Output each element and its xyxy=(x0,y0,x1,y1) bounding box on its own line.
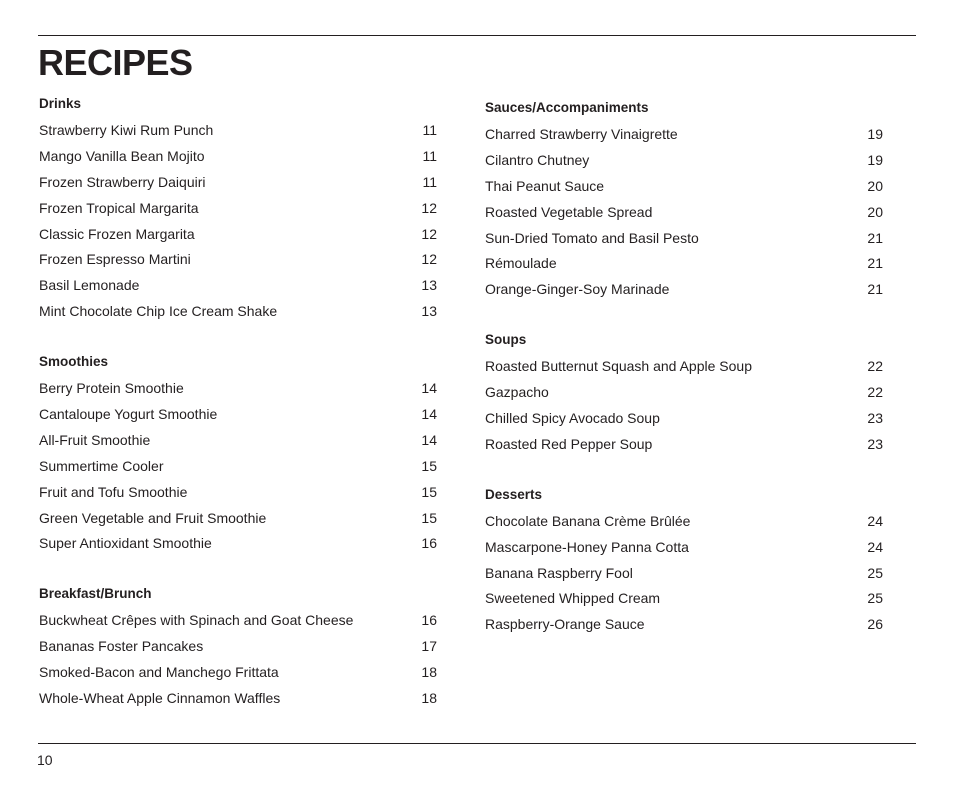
recipe-page: 14 xyxy=(421,406,437,423)
section-sauces-accompaniments xyxy=(485,98,883,304)
recipe-name: Roasted Red Pepper Soup xyxy=(485,435,653,452)
recipe-page: 23 xyxy=(867,410,883,427)
recipe-name: Chocolate Banana Crème Brûlée xyxy=(485,512,691,529)
section-breakfast-brunch xyxy=(39,584,437,713)
recipe-entry[interactable] xyxy=(485,355,883,381)
recipe-page: 11 xyxy=(422,173,437,190)
recipe-name: Basil Lemonade xyxy=(39,277,140,294)
recipe-entry[interactable] xyxy=(485,149,883,175)
recipe-name: Sun-Dried Tomato and Basil Pesto xyxy=(485,229,699,246)
recipe-page: 25 xyxy=(867,590,883,607)
section-heading: Desserts xyxy=(485,486,543,502)
recipe-entry[interactable] xyxy=(485,381,883,407)
recipe-page: 24 xyxy=(867,538,883,555)
recipe-entry[interactable] xyxy=(39,197,437,223)
recipe-entry[interactable] xyxy=(39,223,437,249)
left-column xyxy=(39,94,437,739)
recipe-name: Frozen Tropical Margarita xyxy=(39,199,199,216)
recipe-entry[interactable] xyxy=(39,377,437,403)
recipe-name: Gazpacho xyxy=(485,384,549,401)
recipe-page: 13 xyxy=(421,303,437,320)
recipe-entry[interactable] xyxy=(39,119,437,145)
recipe-entry[interactable] xyxy=(485,407,883,433)
recipe-page: 16 xyxy=(421,535,437,552)
recipe-name: Charred Strawberry Vinaigrette xyxy=(485,126,678,142)
recipe-name: Summertime Cooler xyxy=(39,457,164,474)
page-number: 10 xyxy=(37,752,53,768)
recipe-name: Berry Protein Smoothie xyxy=(39,380,184,397)
recipe-page: 14 xyxy=(421,380,437,397)
recipe-name: Sweetened Whipped Cream xyxy=(485,590,661,607)
recipe-entry[interactable] xyxy=(39,274,437,300)
recipe-page: 18 xyxy=(421,664,437,681)
recipe-entry[interactable] xyxy=(485,201,883,227)
recipe-entry[interactable] xyxy=(485,227,883,253)
section-heading: Smoothies xyxy=(39,354,109,370)
right-column xyxy=(485,98,883,665)
recipe-entry[interactable] xyxy=(39,171,437,197)
bottom-rule xyxy=(38,743,916,744)
recipe-page: 15 xyxy=(421,483,437,500)
section-heading: Soups xyxy=(485,332,527,348)
recipe-entry[interactable] xyxy=(39,687,437,713)
recipe-entry[interactable] xyxy=(485,175,883,201)
section-heading: Sauces/Accompaniments xyxy=(485,100,649,115)
section-desserts xyxy=(485,485,883,639)
recipe-name: Super Antioxidant Smoothie xyxy=(39,535,212,552)
section-drinks xyxy=(39,94,437,326)
recipe-page: 11 xyxy=(422,147,437,164)
recipe-name: Chilled Spicy Avocado Soup xyxy=(485,410,660,427)
recipe-entry[interactable] xyxy=(485,587,883,613)
recipe-name: Roasted Butternut Squash and Apple Soup xyxy=(485,358,752,375)
recipe-entry[interactable] xyxy=(39,429,437,455)
recipe-page: 21 xyxy=(867,229,883,246)
recipe-entry[interactable] xyxy=(39,455,437,481)
recipe-name: All-Fruit Smoothie xyxy=(39,431,151,448)
recipe-entry[interactable] xyxy=(39,507,437,533)
page-title: RECIPES xyxy=(38,42,193,83)
recipe-name: Mango Vanilla Bean Mojito xyxy=(39,147,205,164)
recipe-page: 21 xyxy=(867,255,883,272)
recipe-entry[interactable] xyxy=(485,613,883,639)
recipe-name: Whole-Wheat Apple Cinnamon Waffles xyxy=(39,690,281,707)
recipe-entry[interactable] xyxy=(39,635,437,661)
recipe-entry[interactable] xyxy=(485,536,883,562)
recipe-page: 26 xyxy=(867,616,883,633)
recipe-entry[interactable] xyxy=(39,248,437,274)
recipe-page: 20 xyxy=(867,177,883,194)
recipe-name: Mint Chocolate Chip Ice Cream Shake xyxy=(39,303,278,320)
recipe-name: Classic Frozen Margarita xyxy=(39,225,195,242)
recipe-entry[interactable] xyxy=(485,278,883,304)
section-smoothies xyxy=(39,352,437,558)
recipe-entry[interactable] xyxy=(39,300,437,326)
recipe-name: Frozen Strawberry Daiquiri xyxy=(39,173,206,190)
recipe-page: 25 xyxy=(867,564,883,581)
recipe-page: 14 xyxy=(421,431,437,448)
recipe-name: Raspberry-Orange Sauce xyxy=(485,616,645,633)
recipe-name: Green Vegetable and Fruit Smoothie xyxy=(39,509,267,526)
recipe-page: 24 xyxy=(867,512,883,529)
recipe-entry[interactable] xyxy=(39,481,437,507)
recipe-page: 11 xyxy=(422,122,437,138)
section-soups xyxy=(485,330,883,459)
recipe-page: 22 xyxy=(867,358,883,375)
recipe-entry[interactable] xyxy=(485,510,883,536)
recipe-name: Smoked-Bacon and Manchego Frittata xyxy=(39,664,279,681)
recipe-name: Bananas Foster Pancakes xyxy=(39,638,204,655)
section-heading: Drinks xyxy=(39,96,82,111)
recipe-page: 21 xyxy=(867,281,883,298)
recipe-entry[interactable] xyxy=(485,252,883,278)
recipe-page: 22 xyxy=(867,384,883,401)
recipe-name: Roasted Vegetable Spread xyxy=(485,203,653,220)
section-heading: Breakfast/Brunch xyxy=(39,586,152,602)
top-rule xyxy=(38,35,916,36)
recipe-entry[interactable] xyxy=(485,433,883,459)
recipe-name: Cilantro Chutney xyxy=(485,151,590,168)
recipe-entry[interactable] xyxy=(39,661,437,687)
recipe-page: 12 xyxy=(421,225,437,242)
recipe-entry[interactable] xyxy=(485,562,883,588)
recipe-name: Buckwheat Crêpes with Spinach and Goat Cheese xyxy=(39,612,354,629)
recipe-name: Strawberry Kiwi Rum Punch xyxy=(39,122,214,138)
recipe-page: 18 xyxy=(421,690,437,707)
recipe-name: Banana Raspberry Fool xyxy=(485,564,633,581)
recipe-entry[interactable] xyxy=(39,403,437,429)
recipe-page: 12 xyxy=(421,199,437,216)
recipe-page: 20 xyxy=(867,203,883,220)
recipe-name: Rémoulade xyxy=(485,255,557,272)
recipe-entry[interactable] xyxy=(39,145,437,171)
recipe-page: 15 xyxy=(421,457,437,474)
recipe-page: 19 xyxy=(867,151,883,168)
recipe-name: Mascarpone-Honey Panna Cotta xyxy=(485,538,689,555)
recipe-page: 13 xyxy=(421,277,437,294)
recipe-page: 12 xyxy=(421,251,437,268)
recipe-page: 23 xyxy=(867,435,883,452)
recipe-page: 16 xyxy=(421,612,437,629)
recipe-page: 15 xyxy=(421,509,437,526)
recipe-name: Fruit and Tofu Smoothie xyxy=(39,483,188,500)
recipe-entry[interactable] xyxy=(39,609,437,635)
recipe-entry[interactable] xyxy=(485,123,883,149)
recipe-page: 19 xyxy=(867,126,883,142)
recipe-name: Frozen Espresso Martini xyxy=(39,251,191,268)
recipe-entry[interactable] xyxy=(39,532,437,558)
recipe-page: 17 xyxy=(421,638,437,655)
recipe-name: Cantaloupe Yogurt Smoothie xyxy=(39,406,218,423)
recipe-name: Thai Peanut Sauce xyxy=(485,177,605,194)
recipe-name: Orange-Ginger-Soy Marinade xyxy=(485,281,670,298)
